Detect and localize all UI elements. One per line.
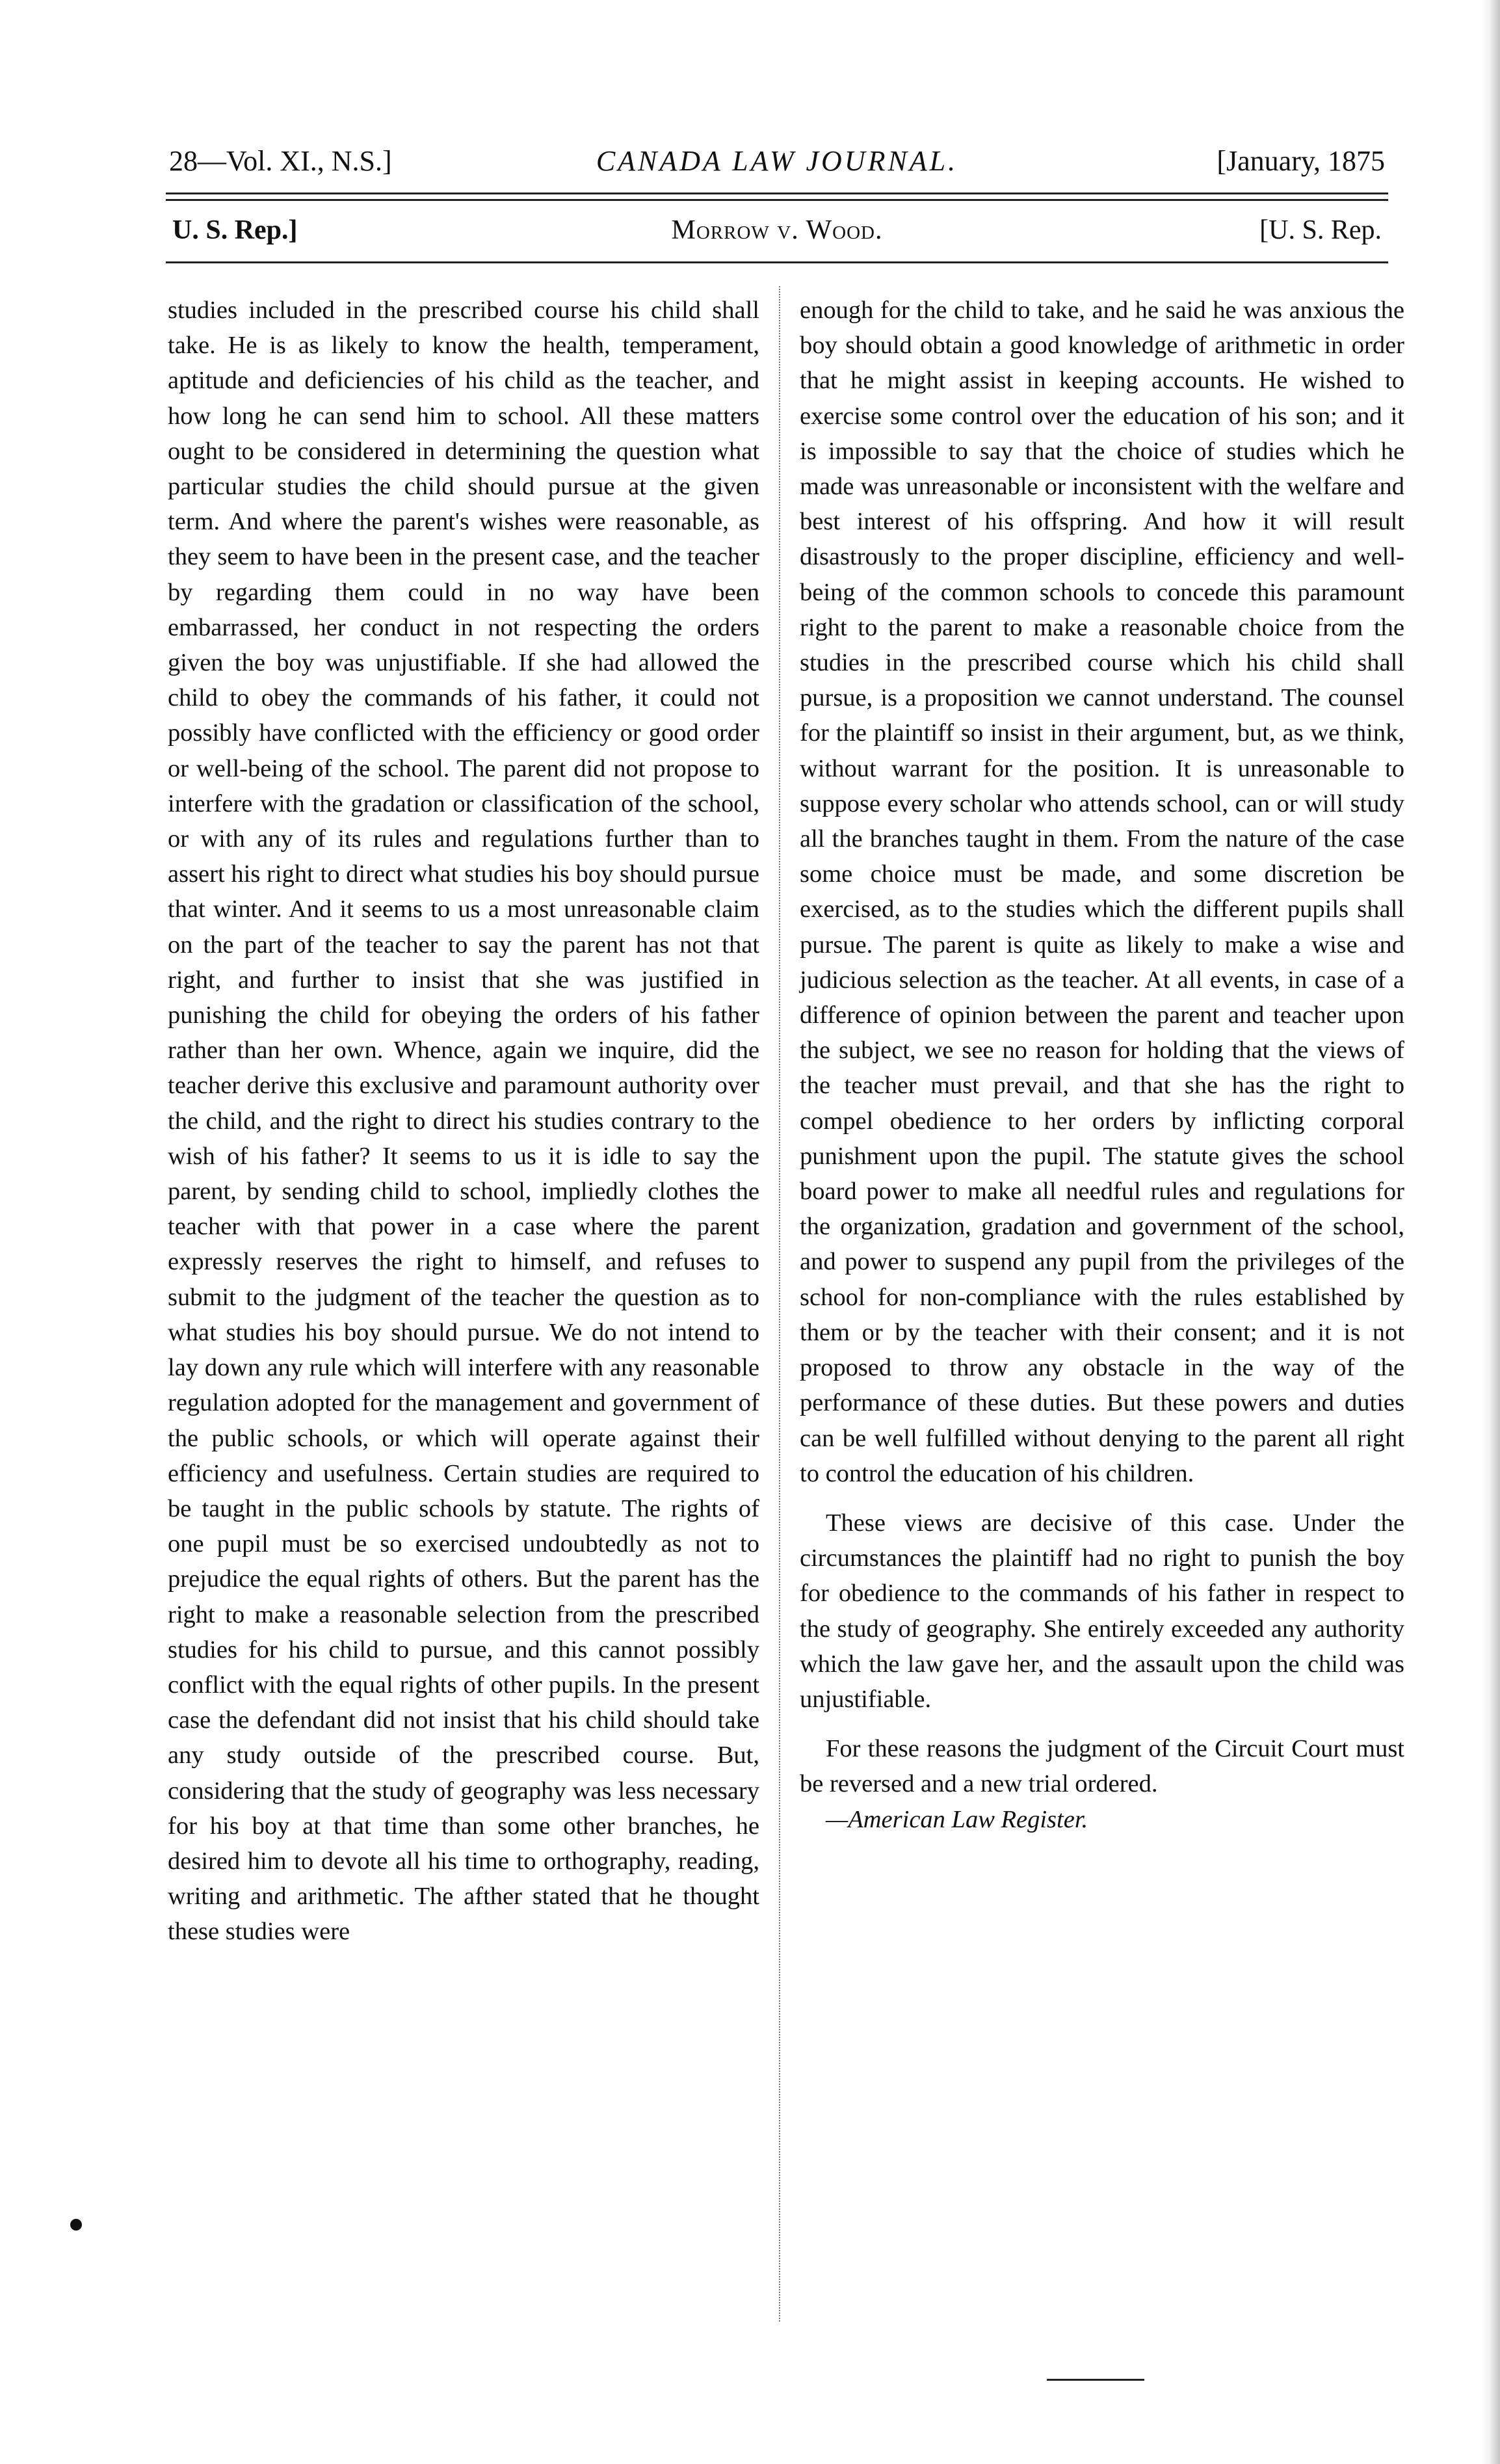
column-separator xyxy=(779,286,780,2322)
left-paragraph: studies included in the prescribed course his child shall take. He is as likely to know the health, temperament, aptitude and deficiencies of his child as the teacher, and how long he can send him to school. All these matters ought to be considered in determining the question what particular studies the child should pursue at the given term. And where the parent's wishes were reasonable, as they seem to have been in the present case, and the teacher by regarding them could in no way have been embarrassed, her conduct in not respecting the orders given the boy was unjustifiable. If she had allowed the child to obey the commands of his father, it could not possibly have conflicted with the efficiency or good order or well-being of the school. The parent did not propose to interfere with the gradation or classification of the school, or with any of its rules and regulations further than to assert his right to direct what studies his boy should pursue that winter. And it seems to us a most unreasonable claim on the part of the teacher to say the parent has not that right, and further to insist that she was justified in punishing the child for obeying the orders of his father rather than her own. Whence, again we inquire, did the teacher derive this exclusive and paramount authority over the child, and the right to direct his studies contrary to the wish of his father? It seems to us it is idle to say the parent, by sending child to school, impliedly clothes the teacher with that power in a case where the parent expressly reserves the right to himself, and refuses to submit to the judgment of the teacher the question as to what studies his boy should pursue. We do not intend to lay down any rule which will interfere with any reasonable regulation adopted for the management and government of the public schools, or which will operate against their efficiency and usefulness. Certain studies are required to be taught in the public schools by statute. The rights of one pupil must be so exercised undoubtedly as not to prejudice the equal rights of others. But the parent has the right to make a reasonable selection from the prescribed studies for his child to pursue, and this cannot possibly conflict with the equal rights of other pupils. In the present case the defendant did not insist that his child should take any study outside of the prescribed course. But, considering that the study of geography was less necessary for his boy at that time than some other branches, he desired him to devote all his time to orthography, reading, writing and arithmetic. The afther stated that he thought these studies were xyxy=(168,297,759,1946)
ink-spot-icon xyxy=(70,2219,82,2231)
case-name: Morrow v. Wood. xyxy=(671,215,883,245)
right-paragraph-1: enough for the child to take, and he said he was anxious the boy should obtain a good knowledge of arithmetic in order that he might assist in keeping accounts. He wished to exercise some control over the education of his son; and it is impossible to say that the choice of studies which he made was unreasonable or inconsistent with the welfare and best interest of his offspring. And how it will result disastrously to the proper discipline, efficiency and well-being of the common schools to concede this paramount right to the parent to make a reasonable choice from the studies in the prescribed course which his child shall pursue, is a proposition we cannot understand. The counsel for the plaintiff so insist in their argument, but, as we think, without warrant for the position. It is unreasonable to suppose every scholar who attends school, can or will study all the branches taught in them. From the nature of the case some choice must be made, and some discretion be exercised, as to the studies which the different pupils shall pursue. The parent is quite as likely to make a wise and judicious selection as the teacher. At all events, in case of a difference of opinion between the parent and teacher upon the subject, we see no reason for holding that the views of the teacher must prevail, and that she has the right to compel obedience to her orders by inflicting corporal punishment upon the pupil. The statute gives the school board power to make all needful rules and regulations for the organization, gradation and government of the school, and power to suspend any pupil from the privileges of the school for non-compliance with the rules established by them or by the teacher with their consent; and it is not proposed to throw any obstacle in the way of the performance of these duties. But these powers and duties can be well fulfilled without denying to the parent all right to control the education of his children. xyxy=(800,297,1404,1487)
scan-edge xyxy=(1482,0,1500,2464)
right-column xyxy=(800,293,1404,1837)
reporter-right: [U. S. Rep. xyxy=(1259,215,1382,245)
right-paragraph-2: These views are decisive of this case. Under the circumstances the plaintiff had no right to punish the boy for obedience to the commands of his father in respect to the study of geography. She entirely exceeded any authority which the law gave her, and the assault upon the child was unjustifiable. xyxy=(800,1509,1404,1713)
case-header xyxy=(172,215,1382,251)
header-date: [January, 1875 xyxy=(1217,145,1385,177)
running-header xyxy=(169,144,1385,183)
right-paragraph-3: For these reasons the judgment of the Circuit Court must be reversed and a new trial ordered. xyxy=(800,1735,1404,1798)
source-citation: —American Law Register. xyxy=(826,1805,1088,1833)
left-column xyxy=(168,293,759,1950)
end-rule xyxy=(1047,2379,1144,2381)
header-rule-top xyxy=(166,192,1388,194)
header-rule-bottom xyxy=(166,199,1388,201)
journal-title: CANADA LAW JOURNAL. xyxy=(596,145,958,177)
case-header-rule xyxy=(166,261,1388,263)
header-volume: 28—Vol. XI., N.S.] xyxy=(169,145,392,177)
reporter-left: U. S. Rep.] xyxy=(172,215,298,245)
